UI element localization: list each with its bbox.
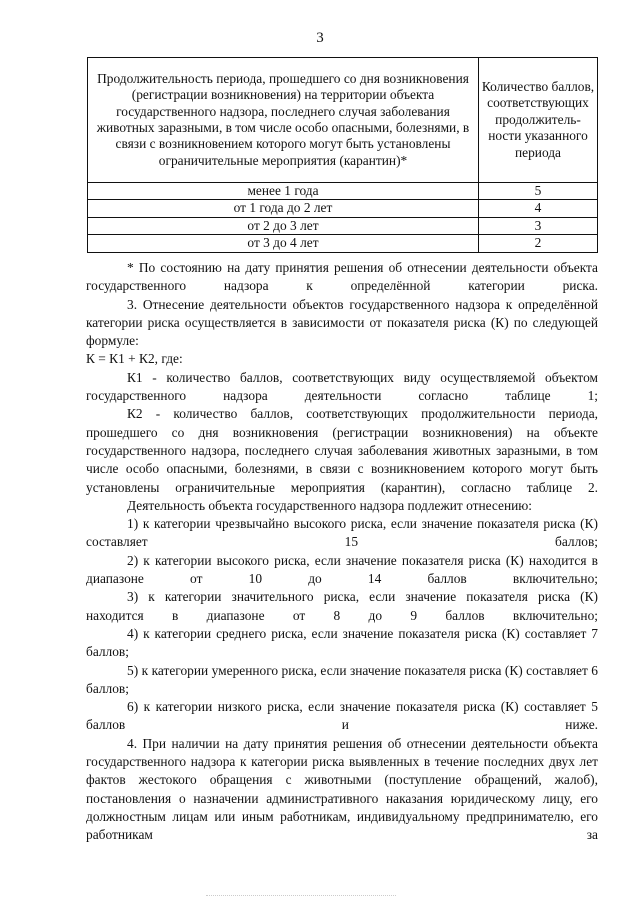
category-5: 5) к категории умеренного риска, если значение показателя риска (К) составляет 6 баллов; — [86, 662, 598, 696]
category-1: 1) к категории чрезвычайно высокого риска, если значение показателя риска (К) составляет 15 баллов; — [86, 516, 598, 550]
table-cell-score: 2 — [479, 235, 598, 252]
formula: К = К1 + К2, где: — [86, 351, 183, 367]
category-2: 2) к категории высокого риска, если значение показателя риска (К) находится в диапазоне от 10 до 14 баллов включительно; — [86, 552, 598, 587]
footnote: * По состоянию на дату принятия решения об отнесении деятельности объекта государственного надзора к определённой категории риска. — [86, 260, 598, 294]
score-table — [87, 57, 598, 253]
table-row — [88, 217, 598, 234]
footer-divider — [206, 895, 396, 896]
table-cell-period: от 2 до 3 лет — [88, 217, 479, 234]
categories-intro: Деятельность объекта государственного надзора подлежит отнесению: — [127, 497, 533, 513]
category-3: 3) к категории значительного риска, если значение показателя риска (К) находится в диапазоне от 8 до 9 баллов включительно; — [86, 589, 598, 623]
table-cell-score: 5 — [479, 183, 598, 200]
table-cell-score: 4 — [479, 200, 598, 217]
category-4: 4) к категории среднего риска, если значение показателя риска (К) составляет 7 баллов; — [86, 625, 598, 660]
table-cell-score: 3 — [479, 217, 598, 234]
table-header-row — [88, 58, 598, 183]
paragraph-4: 4. При наличии на дату принятия решения об отнесении деятельности объекта государственного надзора к категории риска выявленных в течение последних двух лет фактов жестокого обращения с животными (поступление обращений, жалоб), постановления о назначении административного наказания юридическому лицу, его должностным лицам или иным работникам, индивидуальному предпринимателю, его работникам за — [86, 735, 598, 843]
table-header-period: Продолжительность периода, прошедшего со дня возникновения (регистрации возникновения) на территории объекта государственного надзора, последнего случая заболевания животных заразными, в том числе особо опасными, болезнями, в связи с возникновением которого могут быть установлены ограничительные мероприятия (карантин)* — [88, 58, 479, 183]
table-row — [88, 235, 598, 252]
body-text — [86, 259, 598, 845]
table-cell-period: менее 1 года — [88, 183, 479, 200]
paragraph-3: 3. Отнесение деятельности объектов государственного надзора к определённой категории риска осуществляется в зависимости от показателя риска (К) по следующей формуле: — [86, 296, 598, 349]
definition-k2: К2 - количество баллов, соответствующих продолжительности периода, прошедшего со дня возникновения (регистрации возникновения) на объекте государственного надзора, последнего случая заболевания животных заразными, в том числе особо опасными, болезнями, в связи с возникновением которого могут быть установлены ограничительные мероприятия (карантин), согласно таблице 2. — [86, 406, 598, 495]
table-cell-period: от 1 года до 2 лет — [88, 200, 479, 217]
definition-k1: К1 - количество баллов, соответствующих виду осуществляемой объектом государственного надзора деятельности согласно таблице 1; — [86, 369, 598, 404]
page-number: 3 — [316, 30, 324, 46]
table-row — [88, 183, 598, 200]
table-cell-period: от 3 до 4 лет — [88, 235, 479, 252]
table-row — [88, 200, 598, 217]
table-header-score: Количество баллов, соответствующих продолжитель-ности указанного периода — [479, 58, 598, 183]
category-6: 6) к категории низкого риска, если значение показателя риска (К) составляет 5 баллов и ниже. — [86, 699, 598, 733]
